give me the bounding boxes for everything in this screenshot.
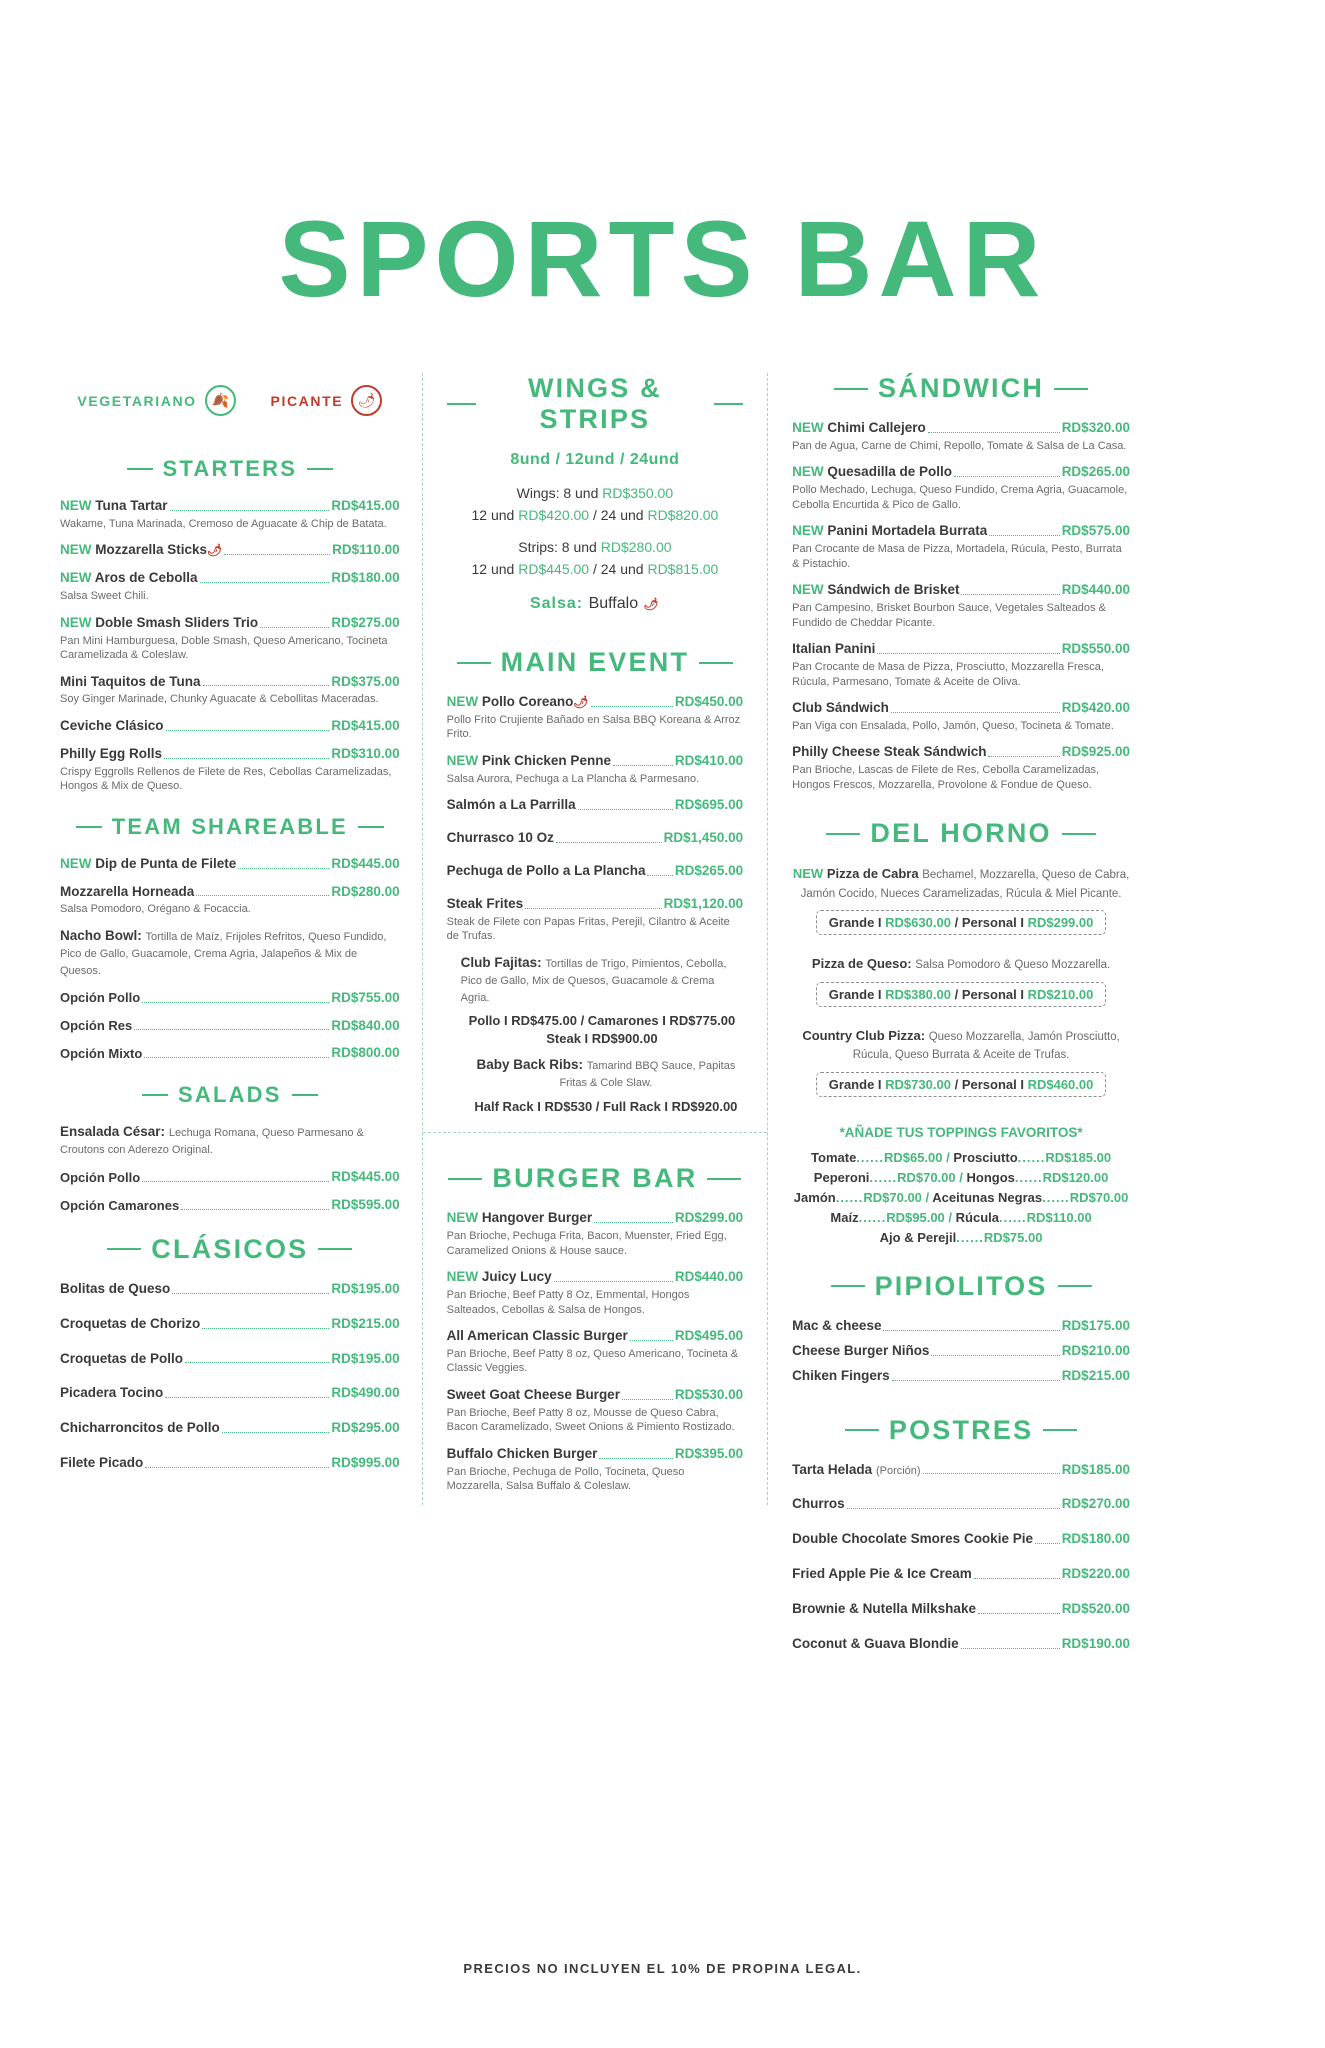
legend-item-picante [271, 385, 383, 416]
item-name: All American Classic Burger [446, 1328, 628, 1344]
item-desc: Pollo Frito Crujiente Bañado en Salsa BBQ Koreana & Arroz Frito. [446, 713, 741, 741]
pizza-item [792, 955, 1130, 1021]
footer-note: PRECIOS NO INCLUYEN EL 10% DE PROPINA LEGAL. [463, 1961, 862, 1976]
item-price: RD$440.00 [1061, 582, 1130, 598]
item-price: RD$185.00 [1061, 1461, 1130, 1477]
pizza-price-box [816, 1072, 1107, 1097]
item-desc: Queso Mozzarella, Jamón Prosciutto, Rúcula, Queso Burrata & Aceite de Trufas. [852, 1030, 1120, 1062]
item-name: Coconut & Guava Blondie [792, 1635, 959, 1651]
strips-24-label: / 24 und [592, 561, 644, 577]
item-name: Sándwich de Brisket [827, 582, 960, 598]
option-price: RD$445.00 [331, 1169, 400, 1184]
item-price: RD$190.00 [1061, 1635, 1130, 1651]
wings-24-price: RD$820.00 [647, 507, 719, 523]
item-name: Chimi Callejero [827, 420, 926, 435]
item-price: RD$1,120.00 [663, 895, 744, 911]
menu-item: NEW Pink Chicken Penne RD$410.00 Salsa Aurora, Pechuga a La Plancha & Parmesano. [446, 752, 744, 785]
section-title: TEAM SHAREABLE [111, 813, 348, 839]
option-price: RD$840.00 [331, 1017, 400, 1033]
item-name: Double Chocolate Smores Cookie Pie [792, 1531, 1033, 1547]
menu-item [60, 1124, 400, 1158]
personal-label: Personal I [961, 1076, 1024, 1092]
item-desc: Tortilla de Maíz, Frijoles Refritos, Queso Fundido, Pico de Gallo, Guacamole, Crema Agria, Jalapeños & Mix de Quesos. [60, 931, 387, 977]
item-price: RD$180.00 [1061, 1531, 1130, 1547]
menu-item [60, 1281, 400, 1298]
section-header-salads [60, 1082, 400, 1108]
menu-item [447, 863, 744, 880]
menu-item [60, 928, 400, 979]
item-name: Croquetas de Pollo [60, 1350, 184, 1366]
topping-price: RD$70.00 [863, 1189, 922, 1205]
menu-columns [60, 313, 1130, 1671]
item-name: Pollo Coreano [481, 694, 574, 709]
menu-item [792, 1601, 1130, 1618]
option-name: Opción Mixto [60, 1046, 143, 1061]
menu-item [60, 674, 400, 707]
menu-option [60, 1169, 400, 1186]
item-price: RD$110.00 [332, 542, 400, 558]
topping-row: Tomate......RD$65.00 / Prosciutto......RD$185.00 [811, 1149, 1112, 1165]
club-fajitas-prices-1: Pollo I RD$475.00 / Camarones I RD$775.00 [468, 1013, 736, 1029]
personal-price: RD$210.00 [1027, 986, 1094, 1002]
menu-item: NEW Chimi Callejero RD$320.00 Pan de Agua, Carne de Chimi, Repollo, Tomate & Salsa de La Casa. [792, 420, 1130, 452]
chili-icon: 🌶 [207, 543, 223, 558]
item-name: Cheese Burger Niños [792, 1342, 930, 1358]
menu-item [447, 830, 744, 847]
menu-item [60, 1455, 400, 1472]
menu-item [60, 1385, 400, 1402]
topping-price: RD$75.00 [983, 1229, 1043, 1245]
menu-item [792, 1566, 1130, 1583]
item-desc: Salsa Aurora, Pechuga a La Plancha & Parmesano. [446, 772, 700, 785]
item-price: RD$320.00 [1061, 420, 1130, 435]
item-price: RD$265.00 [1061, 464, 1130, 480]
pizza-price-box [816, 910, 1107, 935]
item-name: Buffalo Chicken Burger [446, 1445, 598, 1461]
menu-item [792, 1636, 1130, 1653]
section-title: BURGER BAR [492, 1163, 698, 1194]
menu-item [60, 1316, 400, 1333]
topping-name: Prosciutto [953, 1149, 1018, 1165]
section-title: POSTRES [888, 1414, 1034, 1445]
menu-item [447, 1328, 744, 1376]
topping-name: Rúcula [955, 1209, 999, 1225]
personal-label: Personal I [961, 915, 1024, 931]
club-fajitas-prices-2: Steak I RD$900.00 [546, 1031, 658, 1047]
toppings-title: *AÑADE TUS TOPPINGS FAVORITOS* [839, 1124, 1083, 1140]
item-desc: Crispy Eggrolls Rellenos de Filete de Res, Cebollas Caramelizadas, Hongos & Mix de Queso. [60, 765, 392, 793]
topping-name: Tomate [811, 1149, 857, 1165]
item-price: RD$265.00 [674, 863, 744, 879]
topping-price: RD$65.00 [883, 1149, 943, 1165]
item-name: Sweet Goat Cheese Burger [446, 1386, 620, 1402]
item-name: Italian Panini [792, 641, 876, 657]
item-desc: Pan Brioche, Pechuga Frita, Bacon, Muenster, Fried Egg, Caramelized Onions & House sauce. [446, 1230, 727, 1257]
menu-option [60, 1197, 400, 1214]
strips-12-label: 12 und [471, 561, 515, 577]
item-price: RD$220.00 [1061, 1566, 1130, 1582]
topping-price: RD$70.00 [897, 1169, 956, 1185]
item-desc: Pan Brioche, Beef Patty 8 oz, Queso Americano, Tocineta & Classic Veggies. [446, 1347, 739, 1375]
menu-item: NEW Hangover Burger RD$299.00 Pan Brioche, Pechuga Frita, Bacon, Muenster, Fried Egg, Caramelized Onions & House sauce. [446, 1210, 744, 1257]
item-name: Ensalada César: [60, 1124, 166, 1140]
item-price: RD$375.00 [331, 673, 400, 689]
option-price: RD$800.00 [331, 1045, 400, 1061]
personal-price: RD$299.00 [1027, 915, 1094, 931]
item-name: Club Fajitas: [460, 954, 542, 970]
item-name: Steak Frites [446, 895, 524, 911]
legend-label-picante: PICANTE [270, 392, 344, 409]
wings-12-price: RD$420.00 [518, 507, 590, 523]
strips-8-label: Strips: 8 und [518, 539, 597, 555]
item-name: Pizza de Cabra [826, 866, 919, 882]
item-name: Aros de Cebolla [94, 570, 198, 586]
topping-row: Maíz......RD$95.00 / Rúcula......RD$110.00 [830, 1209, 1092, 1225]
menu-item [792, 1368, 1130, 1385]
item-desc: Pollo Mechado, Lechuga, Queso Fundido, Crema Agria, Guacamole, Cebolla Encurtida & Pico de Gallo. [792, 484, 1128, 511]
leaf-icon: 🍂 [205, 385, 236, 416]
item-price: RD$575.00 [1061, 523, 1130, 539]
item-name: Salmón a La Parrilla [446, 797, 576, 813]
menu-item [792, 744, 1130, 792]
item-price: RD$275.00 [331, 614, 400, 630]
item-price: RD$995.00 [331, 1455, 400, 1471]
pizza-price-box [816, 982, 1107, 1007]
chili-icon: 🌶 [643, 597, 660, 611]
item-name: Hangover Burger [481, 1210, 593, 1226]
item-desc: Pan Crocante de Masa de Pizza, Prosciutto, Mozzarella Fresca, Rúcula, Parmesano, Tomate & Aceite de Oliva. [792, 660, 1104, 688]
topping-row: Jamón......RD$70.00 / Aceitunas Negras......RD$70.00 [793, 1189, 1129, 1205]
section-header-burger-bar [447, 1163, 744, 1194]
item-name: Philly Egg Rolls [60, 745, 163, 761]
salsa-label: Salsa: [529, 595, 584, 612]
item-name: Churros [792, 1496, 845, 1512]
item-name: Baby Back Ribs: [476, 1057, 583, 1073]
item-name: Doble Smash Sliders Trio [95, 614, 259, 630]
item-name: Mozzarella Sticks [95, 542, 208, 558]
grande-price: RD$380.00 [885, 986, 951, 1002]
item-desc: Tamarind BBQ Sauce, Papitas Fritas & Cole Slaw. [559, 1060, 736, 1090]
separator: / [954, 1076, 959, 1092]
item-price: RD$180.00 [331, 570, 400, 586]
baby-back-ribs [447, 1057, 744, 1114]
item-desc: Pan Brioche, Beef Patty 8 Oz, Emmental, Hongos Salteados, Cebollas & Salsa de Hongos. [446, 1288, 690, 1316]
item-desc: Tortillas de Trigo, Pimientos, Cebolla, Pico de Gallo, Mix de Quesos, Guacamole & Crema Agria. [460, 957, 727, 1004]
menu-item [60, 1351, 400, 1368]
item-name: Tuna Tartar [95, 498, 168, 513]
item-price: RD$415.00 [331, 498, 400, 513]
wings-subheading: 8und / 12und / 24und [510, 451, 680, 468]
salsa-value: Buffalo [588, 595, 639, 612]
menu-item: NEW Doble Smash Sliders Trio RD$275.00 Pan Mini Hamburguesa, Doble Smash, Queso Americano, Tocineta Caramelizada & Coleslaw. [60, 614, 400, 662]
item-name: Club Sándwich [792, 700, 889, 716]
section-title: SALADS [177, 1082, 282, 1108]
menu-option [60, 990, 400, 1007]
item-price: RD$530.00 [674, 1386, 744, 1402]
item-price: RD$310.00 [331, 745, 400, 761]
column-left [60, 373, 422, 1490]
item-name: Filete Picado [60, 1455, 144, 1471]
topping-name: Jamón [793, 1189, 836, 1205]
menu-item: NEW Panini Mortadela Burrata RD$575.00 Pan Crocante de Masa de Pizza, Mortadela, Rúcula, Pesto, Burrata & Pistachio. [792, 523, 1130, 570]
column-center [422, 373, 769, 1505]
section-header-starters [60, 456, 400, 482]
item-desc: Salsa Pomodoro & Queso Mozzarella. [915, 959, 1111, 972]
topping-name: Aceitunas Negras [932, 1189, 1043, 1205]
menu-item [447, 896, 744, 944]
pizza-item: NEW Pizza de Cabra Bechamel, Mozzarella, Queso de Cabra, Jamón Cocido, Nueces Caramelizadas, Rúcula & Miel Picante. Grande I RD$630.00 / Personal I RD$299.00 [792, 865, 1130, 949]
separator: / [954, 986, 959, 1002]
item-price: RD$195.00 [331, 1350, 400, 1366]
item-price: RD$299.00 [674, 1210, 744, 1226]
menu-item [792, 700, 1130, 733]
item-name: Panini Mortadela Burrata [827, 523, 988, 539]
menu-item: NEW Mozzarella Sticks🌶 RD$110.00 [60, 542, 400, 558]
item-desc: Pan Mini Hamburguesa, Doble Smash, Queso Americano, Tocineta Caramelizada & Coleslaw. [60, 634, 388, 662]
item-name: Chiken Fingers [792, 1367, 890, 1383]
item-desc: Steak de Filete con Papas Fritas, Perejil, Cilantro & Aceite de Trufas. [446, 915, 730, 943]
divider [423, 1132, 768, 1133]
item-name: Dip de Punta de Filete [95, 855, 237, 871]
grande-price: RD$730.00 [885, 1076, 951, 1092]
topping-price: RD$95.00 [886, 1209, 945, 1225]
item-price: RD$175.00 [1061, 1317, 1130, 1333]
section-header-main-event [447, 647, 744, 678]
menu-item: NEW Tuna Tartar RD$415.00 Wakame, Tuna Marinada, Cremoso de Aguacate & Chip de Batata. [60, 498, 400, 530]
menu-item [60, 884, 400, 917]
dash-right [307, 468, 333, 470]
item-name: Country Club Pizza: [802, 1027, 926, 1043]
legend [60, 385, 400, 416]
column-right [768, 373, 1130, 1671]
item-price: RD$295.00 [331, 1420, 400, 1436]
menu-item: NEW Aros de Cebolla RD$180.00 Salsa Sweet Chili. [60, 570, 400, 603]
club-fajitas [447, 955, 744, 1047]
personal-price: RD$460.00 [1027, 1076, 1094, 1092]
menu-item: NEW Juicy Lucy RD$440.00 Pan Brioche, Beef Patty 8 Oz, Emmental, Hongos Salteados, Cebollas & Salsa de Hongos. [446, 1269, 744, 1316]
item-desc: Pan Crocante de Masa de Pizza, Mortadela, Rúcula, Pesto, Burrata & Pistachio. [792, 543, 1122, 570]
topping-price: RD$120.00 [1042, 1169, 1109, 1185]
item-desc: Salsa Sweet Chili. [60, 590, 149, 603]
section-header-team-shareable [60, 814, 400, 840]
section-title: MAIN EVENT [500, 647, 690, 677]
menu-item [792, 1531, 1130, 1548]
strips-24-price: RD$815.00 [647, 561, 719, 577]
item-name: Ceviche Clásico [60, 717, 164, 733]
option-price: RD$755.00 [331, 989, 400, 1005]
wings-12-label: 12 und [471, 507, 515, 523]
menu-item [447, 1446, 744, 1494]
item-price: RD$520.00 [1061, 1601, 1130, 1617]
topping-name: Maíz [830, 1209, 859, 1225]
item-price: RD$210.00 [1061, 1342, 1130, 1358]
wings-8-price: RD$350.00 [602, 485, 674, 501]
item-desc: Pan Brioche, Beef Patty 8 oz, Mousse de Queso Cabra, Bacon Caramelizado, Sweet Onions & Pimiento Rostizado. [446, 1406, 735, 1434]
item-price: RD$395.00 [674, 1445, 744, 1461]
page-title: SPORTS BAR [278, 198, 1047, 319]
item-desc: Pan Brioche, Lascas de Filete de Res, Cebolla Caramelizadas, Hongos Frescos, Mozzarella, Provolone & Fondue de Queso. [792, 764, 1100, 791]
item-price: RD$490.00 [331, 1385, 400, 1401]
item-price: RD$195.00 [331, 1280, 400, 1296]
item-desc: Soy Ginger Marinade, Chunky Aguacate & Cebollitas Maceradas. [60, 693, 379, 706]
menu-item [60, 746, 400, 794]
menu-item [792, 641, 1130, 689]
item-name: Fried Apple Pie & Ice Cream [792, 1566, 972, 1582]
item-name: Pizza de Queso: [811, 956, 912, 972]
section-header-pipiolitos [792, 1271, 1130, 1302]
legend-item-vegetariano [77, 385, 235, 416]
separator: / [954, 915, 959, 931]
topping-row: Peperoni......RD$70.00 / Hongos......RD$120.00 [813, 1169, 1109, 1185]
section-header-clasicos [60, 1234, 400, 1265]
menu-item: NEW Quesadilla de Pollo RD$265.00 Pollo Mechado, Lechuga, Queso Fundido, Crema Agria, Guacamole, Cebolla Encurtida & Pico de Gallo. [792, 464, 1130, 511]
item-price: RD$215.00 [331, 1315, 400, 1331]
grande-label: Grande I [828, 986, 882, 1002]
menu-item [447, 1387, 744, 1435]
pizza-item [792, 1027, 1130, 1111]
topping-name: Hongos [966, 1169, 1015, 1185]
chili-icon: 🌶 [573, 695, 589, 709]
option-name: Opción Camarones [60, 1197, 180, 1213]
item-price: RD$415.00 [331, 717, 400, 733]
item-price: RD$280.00 [331, 883, 400, 899]
grande-label: Grande I [828, 915, 882, 931]
item-desc: Pan de Agua, Carne de Chimi, Repollo, Tomate & Salsa de La Casa. [792, 439, 1127, 452]
option-name: Opción Pollo [60, 1169, 141, 1185]
option-name: Opción Res [60, 1018, 133, 1034]
item-desc: Salsa Pomodoro, Orégano & Focaccia. [60, 903, 251, 916]
item-price: RD$270.00 [1061, 1496, 1130, 1512]
item-name: Picadera Tocino [60, 1385, 164, 1401]
topping-price: RD$110.00 [1026, 1209, 1092, 1225]
section-title: PIPIOLITOS [874, 1270, 1048, 1301]
item-price: RD$440.00 [674, 1269, 744, 1285]
topping-row: Ajo & Perejil......RD$75.00 [879, 1229, 1043, 1245]
strips-8-price: RD$280.00 [600, 539, 672, 555]
item-name: Churrasco 10 Oz [446, 830, 554, 846]
item-desc: Bechamel, Mozzarella, Queso de Cabra, Jamón Cocido, Nueces Caramelizadas, Rúcula & Miel Picante. [800, 869, 1130, 900]
section-title: STARTERS [162, 456, 298, 481]
option-name: Opción Pollo [60, 990, 141, 1006]
item-price: RD$420.00 [1061, 700, 1130, 716]
menu-item [792, 1343, 1130, 1360]
menu-option [60, 1045, 400, 1062]
topping-price: RD$185.00 [1045, 1149, 1112, 1165]
item-desc: Lechuga Romana, Queso Parmesano & Croutons con Aderezo Original. [60, 1127, 364, 1157]
topping-price: RD$70.00 [1069, 1189, 1129, 1205]
legend-label-vegetariano: VEGETARIANO [77, 392, 197, 409]
item-price: RD$450.00 [674, 694, 744, 709]
item-name: Mac & cheese [792, 1317, 882, 1333]
item-name: Philly Cheese Steak Sándwich [792, 744, 987, 760]
section-title: CLÁSICOS [151, 1233, 309, 1264]
topping-name: Ajo & Perejil [879, 1229, 957, 1245]
wings-24-label: / 24 und [592, 507, 644, 523]
item-name: Croquetas de Chorizo [60, 1315, 201, 1331]
section-header-sandwich [792, 373, 1130, 404]
item-name: Mini Taquitos de Tuna [60, 673, 201, 689]
menu-item: NEW Pollo Coreano🌶 RD$450.00 Pollo Frito Crujiente Bañado en Salsa BBQ Koreana & Arroz Frito. [446, 694, 744, 741]
menu-option [60, 1018, 400, 1035]
item-name: Juicy Lucy [481, 1269, 552, 1285]
item-price: RD$445.00 [331, 855, 400, 871]
grande-label: Grande I [828, 1076, 882, 1092]
menu-item [447, 797, 744, 814]
topping-name: Peperoni [813, 1169, 870, 1185]
ribs-prices: Half Rack I RD$530 / Full Rack I RD$920.00 [474, 1099, 738, 1115]
menu-item: NEW Dip de Punta de Filete RD$445.00 [60, 855, 400, 871]
menu-item [60, 718, 400, 735]
wings-block [447, 451, 744, 613]
strips-12-price: RD$445.00 [518, 561, 590, 577]
item-desc: Pan Brioche, Pechuga de Pollo, Tocineta, Queso Mozzarella, Salsa Buffalo & Coleslaw. [446, 1465, 685, 1493]
section-title: SÁNDWICH [878, 373, 1045, 403]
menu-item: NEW Sándwich de Brisket RD$440.00 Pan Campesino, Brisket Bourbon Sauce, Vegetales Salteados & Fundido de Cheddar Picante. [792, 582, 1130, 629]
item-name: Nacho Bowl: [60, 928, 142, 943]
section-header-postres [792, 1415, 1130, 1446]
menu-item [792, 1496, 1130, 1513]
menu-item [60, 1420, 400, 1437]
item-price: RD$925.00 [1061, 744, 1130, 760]
section-header-wings [447, 373, 744, 435]
section-header-del-horno [792, 818, 1130, 849]
grande-price: RD$630.00 [885, 915, 951, 931]
item-name: Bolitas de Queso [60, 1280, 171, 1296]
item-name: Chicharroncitos de Pollo [60, 1420, 220, 1436]
item-price: RD$550.00 [1061, 641, 1130, 657]
item-price: RD$495.00 [674, 1328, 744, 1344]
item-desc: Wakame, Tuna Marinada, Cremoso de Aguacate & Chip de Batata. [60, 517, 387, 530]
item-name: Pink Chicken Penne [481, 752, 611, 768]
item-name: Pechuga de Pollo a La Plancha [446, 863, 646, 879]
wings-8-label: Wings: 8 und [516, 485, 599, 501]
chili-icon: 🌶 [351, 385, 382, 416]
item-price: RD$695.00 [674, 797, 744, 813]
menu-item [792, 1462, 1130, 1479]
dash-left [127, 468, 153, 470]
item-price: RD$1,450.00 [663, 830, 744, 846]
option-price: RD$595.00 [331, 1196, 400, 1212]
personal-label: Personal I [961, 986, 1024, 1002]
item-price: RD$215.00 [1061, 1367, 1130, 1383]
item-price: RD$410.00 [674, 752, 744, 768]
item-name: Brownie & Nutella Milkshake [792, 1601, 976, 1617]
item-name: Quesadilla de Pollo [827, 464, 952, 480]
item-sub: (Porción) [875, 1464, 921, 1477]
menu-item [792, 1318, 1130, 1335]
item-name: Tarta Helada [792, 1461, 873, 1477]
item-name: Mozzarella Horneada [60, 883, 195, 899]
item-desc: Pan Viga con Ensalada, Pollo, Jamón, Queso, Tocineta & Tomate. [792, 719, 1114, 732]
section-title: DEL HORNO [870, 818, 1052, 849]
item-desc: Pan Campesino, Brisket Bourbon Sauce, Vegetales Salteados & Fundido de Cheddar Picante. [792, 602, 1106, 629]
section-title: WINGS & STRIPS [527, 373, 662, 434]
